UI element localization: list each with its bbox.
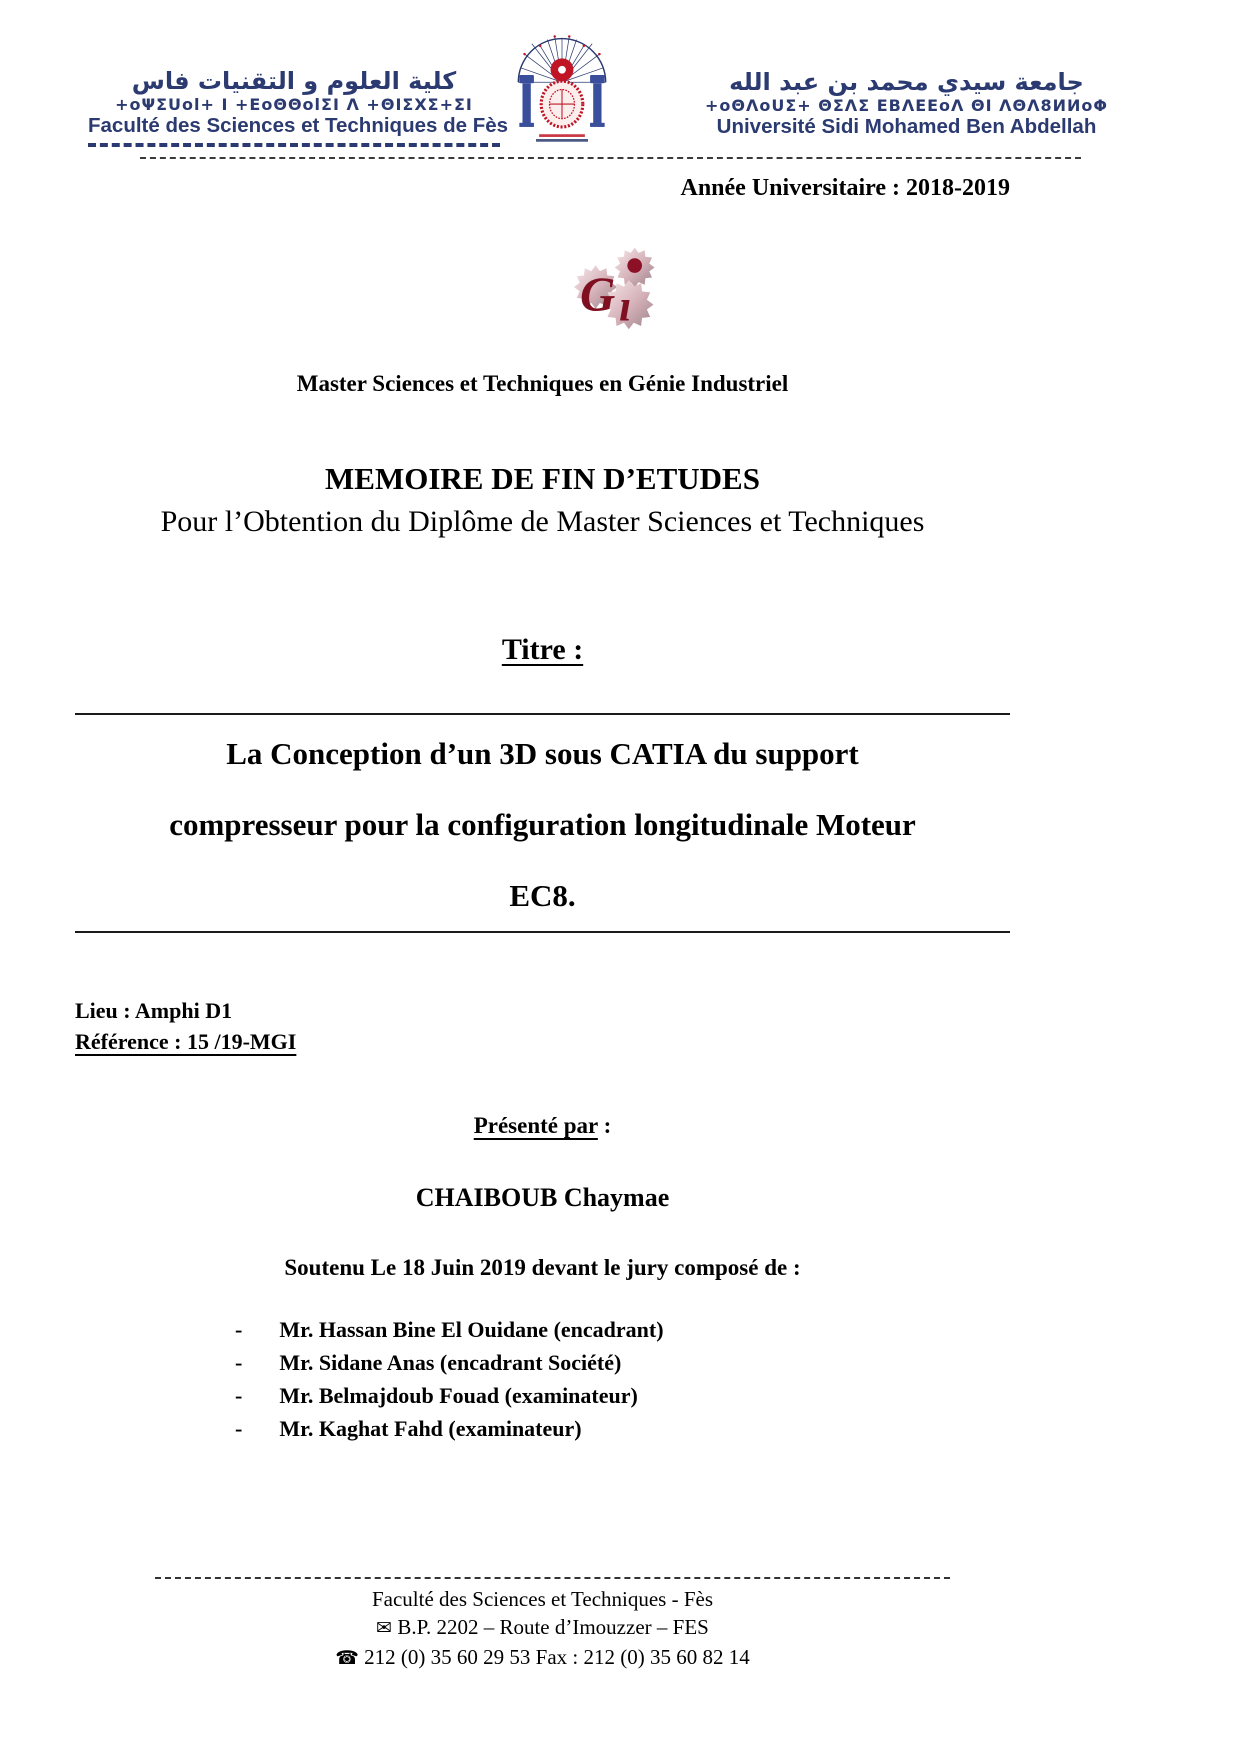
faculty-block <box>88 67 509 147</box>
list-dash: - <box>235 1415 243 1441</box>
titre-label-text: Titre : <box>501 632 584 666</box>
university-block <box>624 69 1189 147</box>
faculty-name-arabic: كلية العلوم و التقنيات فاس <box>131 67 457 96</box>
presented-by-text: Présenté par <box>473 1112 598 1138</box>
university-name-tifinagh: +oΘΛoUΣ+ ΘΣΛΣ ΕΒΛΕΕoΛ ΘΙ ΛΘΛ8ИИoΦ <box>705 95 1108 115</box>
thesis-title <box>75 718 1010 931</box>
academic-year: Année Universitaire : 2018-2019 <box>680 174 1010 201</box>
list-dash: - <box>235 1349 243 1375</box>
title-rule-bottom <box>75 931 1010 933</box>
jury-member <box>235 1313 1010 1346</box>
defense-line: Soutenu Le 18 Juin 2019 devant le jury composé de : <box>284 1254 801 1280</box>
presented-by-colon: : <box>597 1112 612 1138</box>
gi-letter-g: G <box>579 266 616 322</box>
jury-member-name: Mr. Belmajdoub Fouad (examinateur) <box>279 1382 638 1408</box>
header-divider-dashed <box>140 157 1081 159</box>
memoire-subtitle: Pour l’Obtention du Diplôme de Master Sciences et Techniques <box>160 504 925 538</box>
jury-member <box>235 1412 1010 1445</box>
header <box>0 0 1241 147</box>
jury-member <box>235 1346 1010 1379</box>
university-name-arabic: جامعة سيدي محمد بن عبد الله <box>729 68 1084 97</box>
footer <box>75 1585 1010 1673</box>
jury-member-name: Mr. Hassan Bine El Ouidane (encadrant) <box>279 1316 664 1342</box>
presented-by-label <box>75 1113 1010 1139</box>
document-body <box>75 175 1010 1673</box>
thesis-title-line1: La Conception d’un 3D sous CATIA du support <box>226 735 859 771</box>
memoire-title: MEMOIRE DE FIN D’ETUDES <box>325 460 760 496</box>
titre-label <box>75 633 1010 667</box>
thesis-title-line3: EC8. <box>509 877 576 913</box>
footer-faculty: Faculté des Sciences et Techniques - Fès <box>371 1586 714 1611</box>
jury-member-name: Mr. Kaghat Fahd (examinateur) <box>279 1415 582 1441</box>
university-name-french: Université Sidi Mohamed Ben Abdellah <box>716 115 1097 139</box>
phone-icon: ☎ <box>335 1646 359 1669</box>
university-crest-logo <box>510 24 614 147</box>
faculty-name-tifinagh: +oΨΣUol+ Ι +ΕoΘΘolΣΙ Λ +ΘΙΣΧΣ+ΣΙ <box>115 94 473 114</box>
author-name: CHAIBOUB Chaymae <box>415 1182 670 1212</box>
genie-industriel-gears-logo <box>571 246 671 332</box>
footer-divider-dashed <box>155 1577 950 1579</box>
gi-letter-i: ı <box>619 279 632 330</box>
location-block <box>75 995 1010 1057</box>
footer-address <box>75 1613 1010 1643</box>
jury-member <box>235 1379 1010 1412</box>
list-dash: - <box>235 1382 243 1408</box>
mail-icon: ✉ <box>376 1617 393 1640</box>
memoire-heading <box>75 461 1010 539</box>
program-name: Master Sciences et Techniques en Génie Industriel <box>296 370 789 396</box>
lieu-line: Lieu : Amphi D1 <box>75 997 233 1023</box>
footer-address-text: B.P. 2202 – Route d’Imouzzer – FES <box>397 1615 709 1640</box>
reference-line: Référence : 15 /19-MGI <box>75 1028 297 1054</box>
jury-list <box>75 1313 1010 1445</box>
jury-member-name: Mr. Sidane Anas (encadrant Société) <box>279 1349 622 1375</box>
faculty-name-french: Faculté des Sciences et Techniques de Fès <box>88 114 509 138</box>
list-dash: - <box>235 1316 243 1342</box>
footer-phone <box>75 1643 1010 1673</box>
footer-phone-text: 212 (0) 35 60 29 53 Fax : 212 (0) 35 60 82 14 <box>364 1644 750 1669</box>
thesis-title-line2: compresseur pour la configuration longitudinale Moteur <box>169 806 916 842</box>
title-rule-top <box>75 713 1010 715</box>
